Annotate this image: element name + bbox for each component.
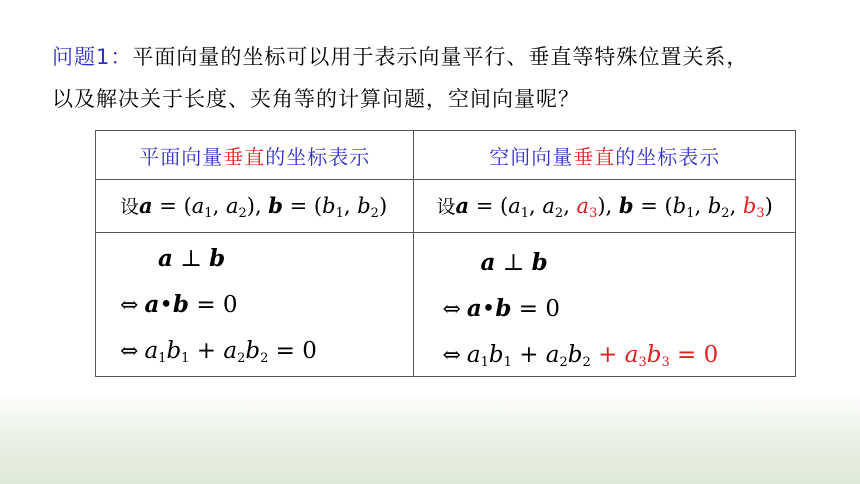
- table-row-conditions: [96, 233, 796, 377]
- left-definition: 设$a = (a_1$, $a_2$), $b = (b_1$, $b_2$): [120, 192, 388, 221]
- right-header-cell: [414, 131, 796, 180]
- right-dot-line: ⇔ a•b = 0: [442, 294, 560, 322]
- question-text: [52, 36, 842, 120]
- question-line-1-text: 平面向量的坐标可以用于表示向量平行、垂直等特殊位置关系，: [132, 45, 749, 69]
- question-line-1: [52, 36, 842, 78]
- left-iff-2: ⇔: [120, 338, 139, 364]
- left-set-prefix: 设: [120, 195, 140, 218]
- question-label: 问题1：: [52, 45, 133, 69]
- right-header-post: 的坐标表示: [615, 144, 721, 169]
- right-iff-1: ⇔: [442, 296, 461, 322]
- right-iff-2: ⇔: [442, 342, 461, 368]
- left-dot-line: ⇔ a•b = 0: [120, 290, 238, 318]
- left-header-highlight: 垂直: [223, 144, 266, 169]
- left-coord-line: ⇔ $a_1b_1 + a_2b_2 = 0$: [120, 337, 317, 366]
- left-header-cell: [96, 131, 414, 180]
- right-perp-line: a ⊥ b: [480, 248, 548, 276]
- table-row-definition: [96, 180, 796, 233]
- left-iff-1: ⇔: [120, 292, 139, 318]
- right-coord-line: ⇔ $a_1b_1 + a_2b_2 + a_3b_3 = 0$: [442, 341, 719, 370]
- left-header-post: 的坐标表示: [265, 144, 371, 169]
- left-perp-line: a ⊥ b: [158, 244, 226, 272]
- comparison-table: [95, 130, 796, 377]
- table-header-row: [96, 131, 796, 180]
- left-conditions-cell: [96, 233, 414, 377]
- right-set-prefix: 设: [436, 195, 456, 218]
- left-header-pre: 平面向量: [139, 144, 224, 169]
- right-conditions-cell: [414, 233, 796, 377]
- footer-gradient-band: [0, 392, 860, 484]
- right-definition-cell: [414, 180, 796, 233]
- right-definition: 设$a = (a_1$, $a_2$, $a_3$), $b = (b_1$, $b_2$, $b_3$): [436, 192, 773, 221]
- right-header-highlight: 垂直: [573, 144, 616, 169]
- right-conditions: [414, 240, 795, 378]
- question-line-2: 以及解决关于长度、夹角等的计算问题，空间向量呢？: [52, 87, 580, 111]
- left-conditions: [96, 236, 413, 374]
- right-header-pre: 空间向量: [489, 144, 574, 169]
- left-definition-cell: [96, 180, 414, 233]
